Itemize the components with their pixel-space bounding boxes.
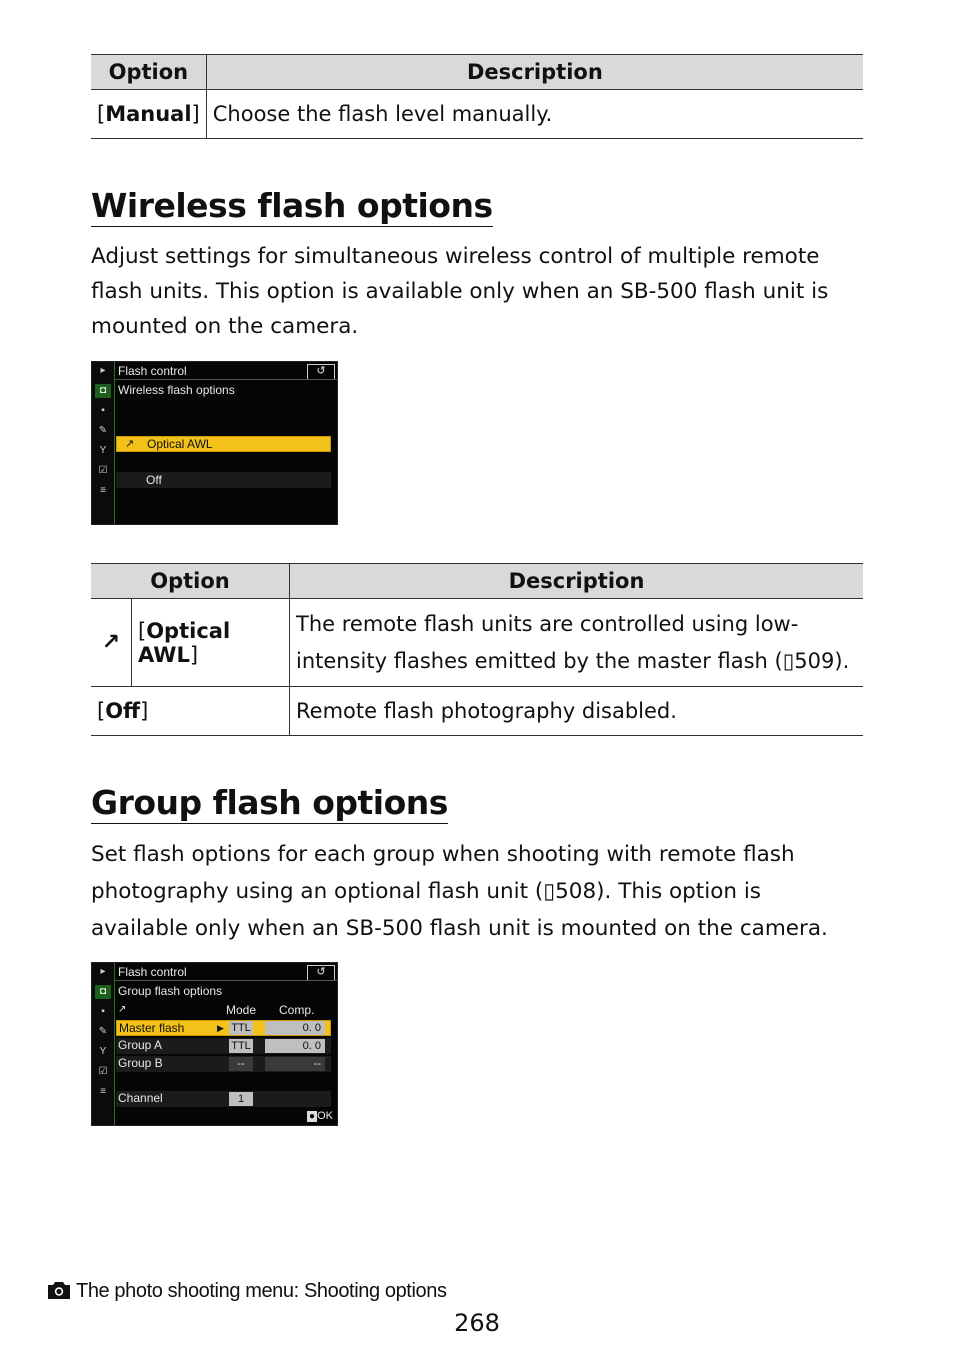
row-master-flash[interactable]: Master flash ▶ [116, 1020, 331, 1036]
comp-value[interactable]: 0. 0 [265, 1039, 325, 1053]
footer-breadcrumb [46, 1280, 447, 1303]
ok-button[interactable]: ● OK [309, 1110, 333, 1122]
table-row [91, 687, 863, 736]
back-icon[interactable]: ↺ [307, 364, 335, 380]
screen-title: Flash control [118, 965, 187, 979]
description-cell: Remote flash photography disabled. [290, 687, 864, 736]
back-icon[interactable]: ↺ [307, 965, 335, 981]
section-body-group: Set flash options for each group when shooting with remote flash photography using an optional flash unit (▯508). This option is available only when an SB-500 flash unit is mounted on the camera. [91, 842, 828, 941]
header-option: Option [91, 55, 206, 90]
section-title-wireless: Wireless flash options [91, 188, 493, 227]
movie-icon: ▪ [101, 1006, 105, 1017]
table-row [91, 90, 863, 139]
row-group-a[interactable]: Group A [116, 1038, 331, 1054]
retouch-icon: ☑ [98, 465, 108, 476]
screen-subtitle: Group flash options [118, 984, 223, 998]
row-group-b[interactable]: Group B [116, 1056, 331, 1072]
optical-awl-icon: ↗ [118, 1004, 127, 1015]
screen-title: Flash control [118, 364, 187, 378]
row-channel[interactable]: Channel [116, 1091, 331, 1107]
option-cell: [Manual] [91, 90, 206, 139]
arrow-right-icon: ▶ [217, 1023, 224, 1033]
section-body-wireless: Adjust settings for simultaneous wireless control of multiple remote flash units. This option is available only when an SB-500 flash unit is mounted on the camera. [91, 244, 829, 339]
column-mode: Mode [226, 1003, 257, 1017]
movie-icon: ▪ [101, 405, 105, 416]
section-title-group: Group flash options [91, 785, 448, 824]
book-icon: ▯ [782, 648, 795, 673]
my-menu-icon: ≡ [100, 485, 106, 496]
comp-value[interactable]: -- [265, 1057, 325, 1071]
ok-icon: ● [309, 1111, 316, 1122]
book-icon: ▯ [543, 879, 556, 904]
header-description: Description [206, 55, 863, 90]
mode-value[interactable]: TTL [229, 1039, 253, 1053]
column-comp: Comp. [279, 1003, 315, 1017]
description-cell: Choose the flash level manually. [206, 90, 863, 139]
screen-subtitle: Wireless flash options [118, 383, 235, 397]
footer-text: The photo shooting menu: Shooting options [76, 1280, 447, 1302]
wrench-icon: Y [99, 445, 107, 456]
table-manual [91, 54, 863, 139]
table-wireless [91, 563, 863, 736]
menu-sidebar [92, 963, 115, 1125]
playback-icon: ▸ [100, 365, 106, 376]
menu-item-optical-awl[interactable]: ↗ Optical AWL [116, 436, 331, 452]
camera-icon: ◘ [95, 985, 111, 999]
playback-icon: ▸ [100, 966, 106, 977]
option-manual: Manual [105, 102, 192, 126]
table-row [91, 599, 863, 687]
mode-value[interactable]: TTL [229, 1021, 253, 1035]
camera-screen-wireless [91, 361, 338, 525]
wrench-icon: Y [99, 1046, 107, 1057]
pencil-icon: ✎ [98, 425, 108, 436]
option-cell: [Off] [91, 687, 290, 736]
my-menu-icon: ≡ [100, 1086, 106, 1097]
comp-value[interactable]: 0. 0 [265, 1021, 325, 1035]
camera-icon [46, 1280, 72, 1300]
channel-value[interactable]: 1 [229, 1092, 253, 1106]
page-number: 268 [454, 1309, 500, 1337]
menu-sidebar [92, 362, 115, 524]
camera-screen-group [91, 962, 338, 1126]
header-option: Option [91, 564, 290, 599]
optical-awl-icon: ↗ [91, 599, 132, 687]
camera-icon: ◘ [95, 384, 111, 398]
header-description: Description [290, 564, 864, 599]
menu-item-off[interactable]: Off [116, 472, 331, 488]
optical-awl-icon: ↗ [125, 438, 135, 450]
pencil-icon: ✎ [98, 1026, 108, 1037]
description-cell: The remote flash units are controlled using low-intensity flashes emitted by the master flash (▯509). [290, 599, 864, 687]
retouch-icon: ☑ [98, 1066, 108, 1077]
mode-value[interactable]: -- [229, 1057, 253, 1071]
option-cell: [Optical AWL] [132, 599, 290, 687]
